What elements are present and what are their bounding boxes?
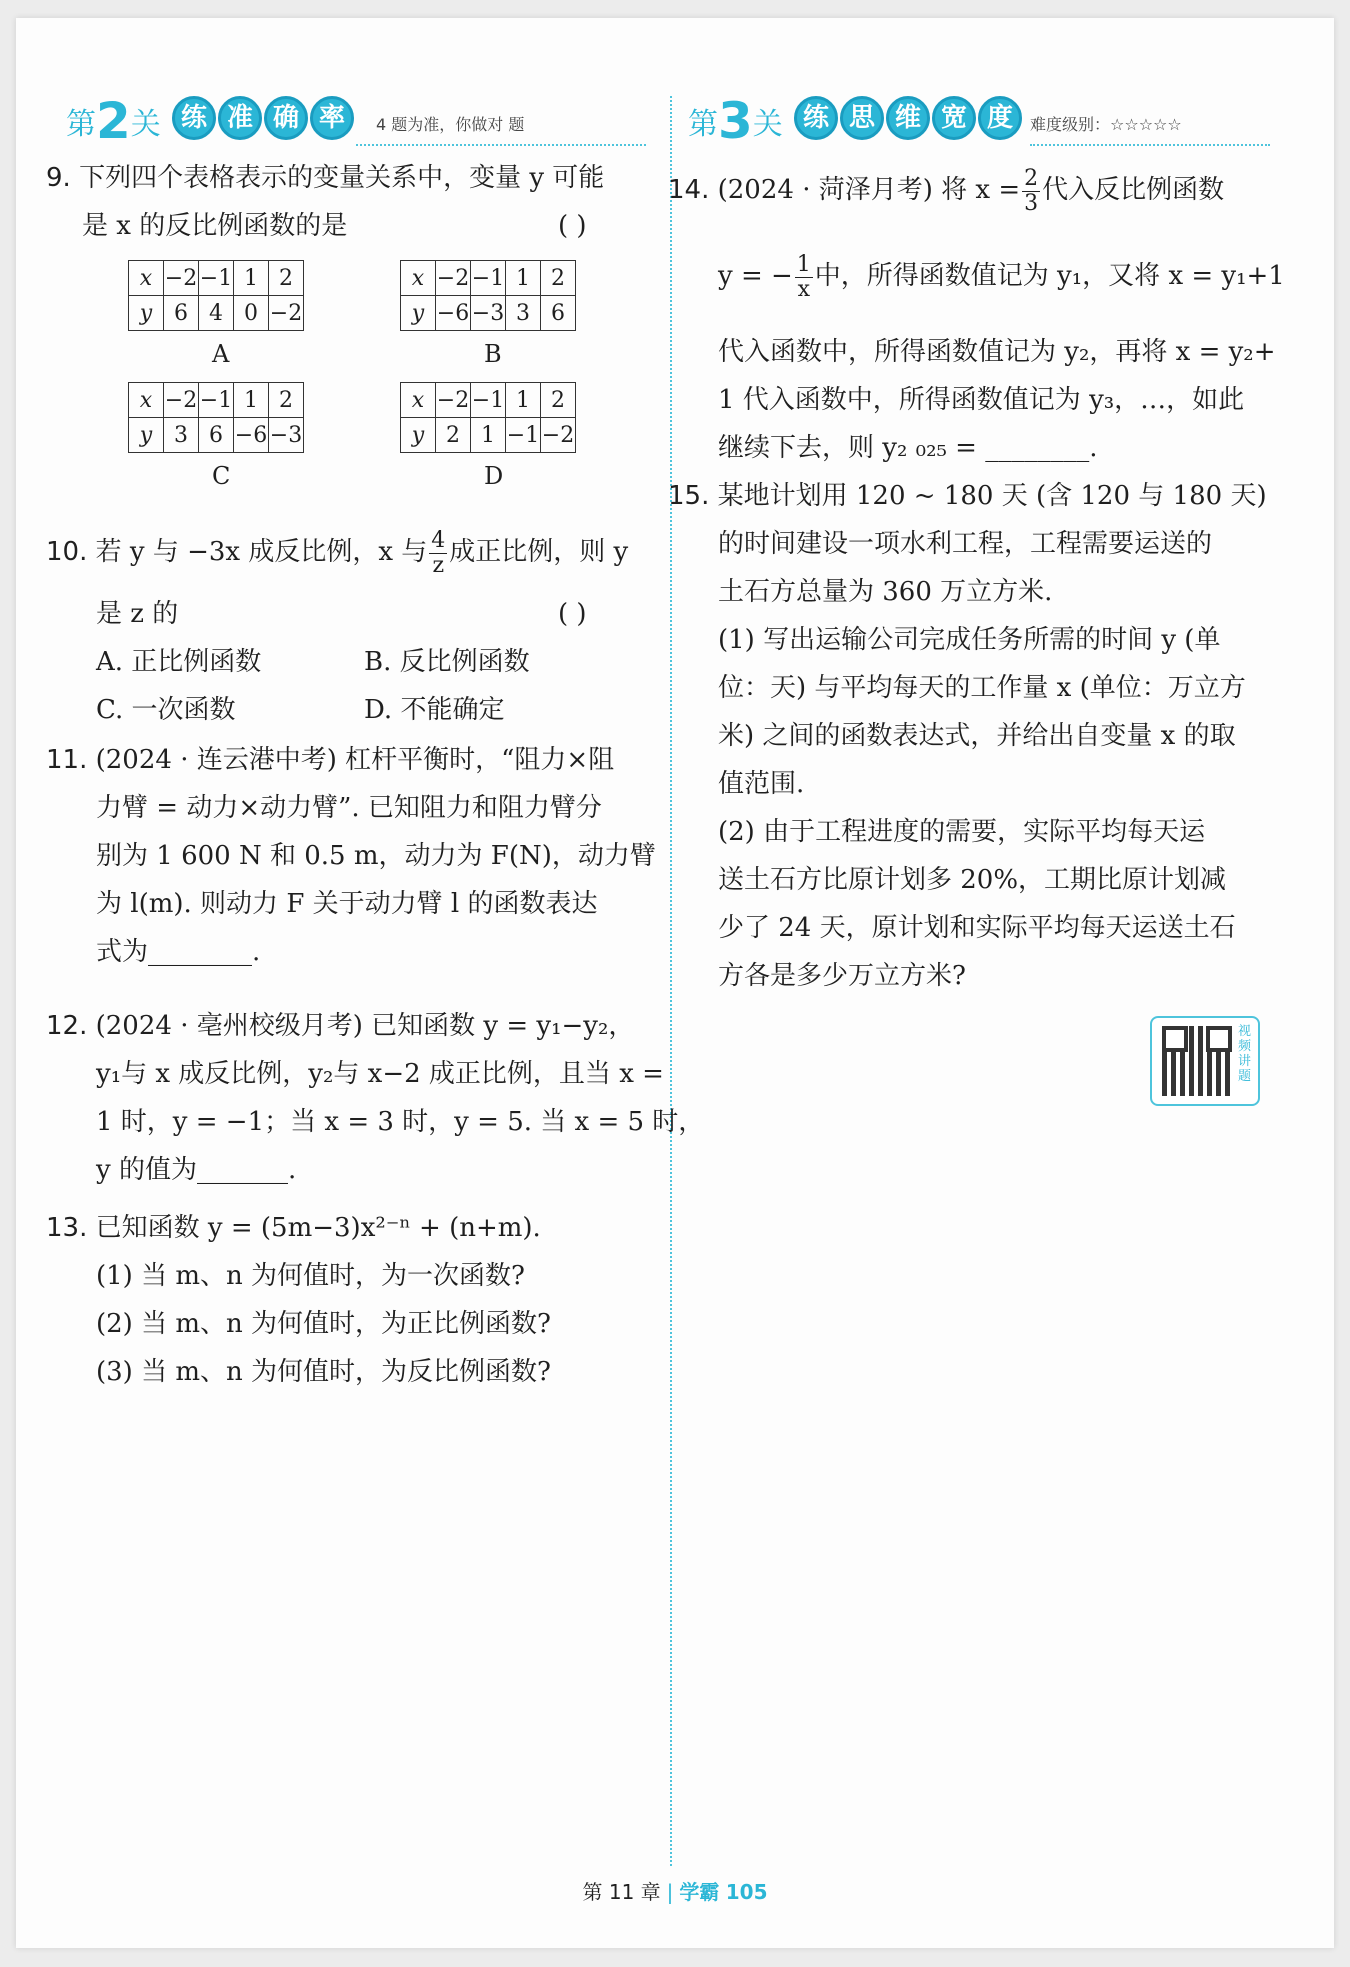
pill: 率 bbox=[310, 96, 354, 140]
level-title-right: 第3关 bbox=[688, 92, 783, 150]
section-pills-right bbox=[794, 96, 1022, 140]
pill: 确 bbox=[264, 96, 308, 140]
pill: 练 bbox=[172, 96, 216, 140]
section-header-left bbox=[66, 92, 646, 152]
question-text: 米) 之间的函数表达式，并给出自变量 x 的取 bbox=[718, 721, 1236, 751]
pill: 宽 bbox=[932, 96, 976, 140]
question-text: 为 l(m). 则动力 F 关于动力臂 l 的函数表达 bbox=[96, 889, 598, 919]
answer-blank: ( ) bbox=[558, 211, 587, 241]
question-number: 9. bbox=[46, 163, 71, 193]
question-text: 1 时，y = −1；当 x = 3 时，y = 5. 当 x = 5 时， bbox=[96, 1107, 705, 1137]
table-a: x −2 −1 1 2 y 6 4 0 −2 bbox=[128, 260, 304, 331]
qr-code-icon bbox=[1162, 1026, 1232, 1096]
pill: 思 bbox=[840, 96, 884, 140]
footer-divider: | bbox=[666, 1880, 674, 1904]
question-text: 是 x 的反比例函数的是 bbox=[82, 211, 348, 241]
page-footer bbox=[16, 1876, 1334, 1905]
pill: 准 bbox=[218, 96, 262, 140]
pill: 练 bbox=[794, 96, 838, 140]
question-text: (2) 由于工程进度的需要，实际平均每天运 bbox=[718, 817, 1206, 847]
table-label: C bbox=[212, 462, 231, 490]
fraction: $\frac{2}{3}$ bbox=[1024, 165, 1039, 216]
section-pills-left bbox=[172, 96, 354, 140]
question-text: 送土石方比原计划多 20%，工期比原计划减 bbox=[718, 865, 1227, 895]
difficulty-note: 难度级别：☆☆☆☆☆ bbox=[1030, 115, 1182, 134]
score-note: 4 题为准，你做对 题 bbox=[376, 115, 525, 134]
question-text: y₁与 x 成反比例，y₂与 x−2 成正比例，且当 x = bbox=[96, 1059, 664, 1089]
question-text: 别为 1 600 N 和 0.5 m，动力为 F(N)，动力臂 bbox=[96, 841, 656, 871]
question-text: 代入函数中，所得函数值记为 y₂，再将 x = y₂+ bbox=[718, 337, 1276, 367]
table-label: D bbox=[484, 462, 504, 490]
question-text: 继续下去，则 y₂ ₀₂₅ = ________. bbox=[718, 433, 1098, 463]
table-label: A bbox=[212, 340, 230, 368]
page: 第2关 练 准 确 率 4 题为准，你做对 题 第3关 练 思 维 宽 度 难度级别：☆☆☆☆☆ 9. 下列四个表格表示的变量关系中，变量 y 可能 是 x 的反比例函数的是 ( ) x −2 −1 1 2 y 6 4 0 −2 A x −2 −1 1 2 y −6 −3 3 6 B x −2 −1 1 2 y 3 6 −6 −3 C x −2 −1 1 2 y 2 1 −1 −2 D 10. 若 y 与 −3x 成反比例，x 与 $\frac{4}{z}$ 成正比例，则 y 是 z 的 ( ) A. 正比例函数 B. 反比例函数 C. 一次函数 D. 不能确定 11. (2024 · 连云港中考) 杠杆平衡时，“阻力×阻 力臂 = 动力×动力臂”. 已知阻力和阻力臂分 别为 1 600 N 和 0.5 m，动力为 F(N)，动力臂 为 l(m). 则动力 F 关于动力臂 l 的函数表达 式为________. 12. (2024 · 亳州校级月考) 已知函数 y = y₁−y₂， y₁与 x 成反比例，y₂与 x−2 成正比例，且当 x = 1 时，y = −1；当 x = 3 时，y = 5. 当 x = 5 时， y 的值为_______. 13. 已知函数 y = (5m−3)x²⁻ⁿ + (n+m). (1) 当 m、n 为何值时，为一次函数? (2) 当 m、n 为何值时，为正比例函数? (3) 当 m、n 为何值时，为反比例函数? 14. (2024 · 菏泽月考) 将 x = $\frac{2}{3}$ 代入反比例函数 y = − $\frac{1}{x}$ 中，所得函数值记为 y₁，又将 x = y₁+1 代入函数中，所得函数值记为 y₂，再将 x = y₂+ 1 代入函数中，所得函数值记为 y₃，…，如此 继续下去，则 y₂ ₀₂₅ = ________. 15. 某地计划用 120 ~ 180 天 (含 120 与 180 天) 的时间建设一项水利工程，工程需要运送的 土石方总量为 360 万立方米. (1) 写出运输公司完成任务所需的时间 y (单 位：天) 与平均每天的工作量 x (单位：万立方 米) 之间的函数表达式，并给出自变量 x 的取 值范围. (2) 由于工程进度的需要，实际平均每天运 送土石方比原计划多 20%，工期比原计划减 少了 24 天，原计划和实际平均每天运送土石 方各是多少万立方米? 视频讲题 第 11 章 | 学霸 105 bbox=[16, 18, 1334, 1948]
fraction: $\frac{1}{x}$ bbox=[796, 251, 811, 302]
table-b: x −2 −1 1 2 y −6 −3 3 6 bbox=[400, 260, 576, 331]
question-text: (2) 当 m、n 为何值时，为正比例函数? bbox=[96, 1309, 551, 1339]
question-text: 值范围. bbox=[718, 769, 805, 799]
column-divider bbox=[670, 96, 672, 1866]
table-c: x −2 −1 1 2 y 3 6 −6 −3 bbox=[128, 382, 304, 453]
brand-label: 学霸 bbox=[679, 1880, 720, 1904]
question-text: 力臂 = 动力×动力臂”. 已知阻力和阻力臂分 bbox=[96, 793, 602, 823]
table-label: B bbox=[484, 340, 502, 368]
chapter-label: 第 11 章 bbox=[582, 1880, 661, 1904]
question-text: 方各是多少万立方米? bbox=[718, 961, 966, 991]
question-text: 少了 24 天，原计划和实际平均每天运送土石 bbox=[718, 913, 1236, 943]
video-qr-code[interactable] bbox=[1150, 1016, 1260, 1106]
question-text: (3) 当 m、n 为何值时，为反比例函数? bbox=[96, 1357, 551, 1387]
header-rule bbox=[1030, 144, 1270, 146]
question-text: y 的值为_______. bbox=[96, 1155, 297, 1185]
answer-blank: ( ) bbox=[558, 599, 587, 629]
option-d: D. 不能确定 bbox=[364, 695, 505, 725]
question-text: 位：天) 与平均每天的工作量 x (单位：万立方 bbox=[718, 673, 1246, 703]
question-text: 是 z 的 bbox=[96, 599, 179, 629]
question-text: 1 代入函数中，所得函数值记为 y₃，…，如此 bbox=[718, 385, 1245, 415]
pill: 度 bbox=[978, 96, 1022, 140]
question-text: 土石方总量为 360 万立方米. bbox=[718, 577, 1053, 607]
header-rule bbox=[356, 144, 646, 146]
question-text: 下列四个表格表示的变量关系中，变量 y 可能 bbox=[79, 163, 605, 193]
level-title-left: 第2关 bbox=[66, 92, 161, 150]
option-b: B. 反比例函数 bbox=[364, 647, 530, 677]
question-text: 式为________. bbox=[96, 937, 261, 967]
option-a: A. 正比例函数 bbox=[96, 647, 262, 677]
pill: 维 bbox=[886, 96, 930, 140]
table-d: x −2 −1 1 2 y 2 1 −1 −2 bbox=[400, 382, 576, 453]
page-number: 105 bbox=[725, 1880, 768, 1904]
option-c: C. 一次函数 bbox=[96, 695, 236, 725]
section-header-right bbox=[688, 92, 1278, 152]
question-text: 的时间建设一项水利工程，工程需要运送的 bbox=[718, 529, 1213, 559]
fraction: $\frac{4}{z}$ bbox=[431, 527, 446, 578]
qr-label: 视频讲题 bbox=[1238, 1024, 1252, 1084]
question-text: (1) 当 m、n 为何值时，为一次函数? bbox=[96, 1261, 525, 1291]
question-text: (1) 写出运输公司完成任务所需的时间 y (单 bbox=[718, 625, 1221, 655]
